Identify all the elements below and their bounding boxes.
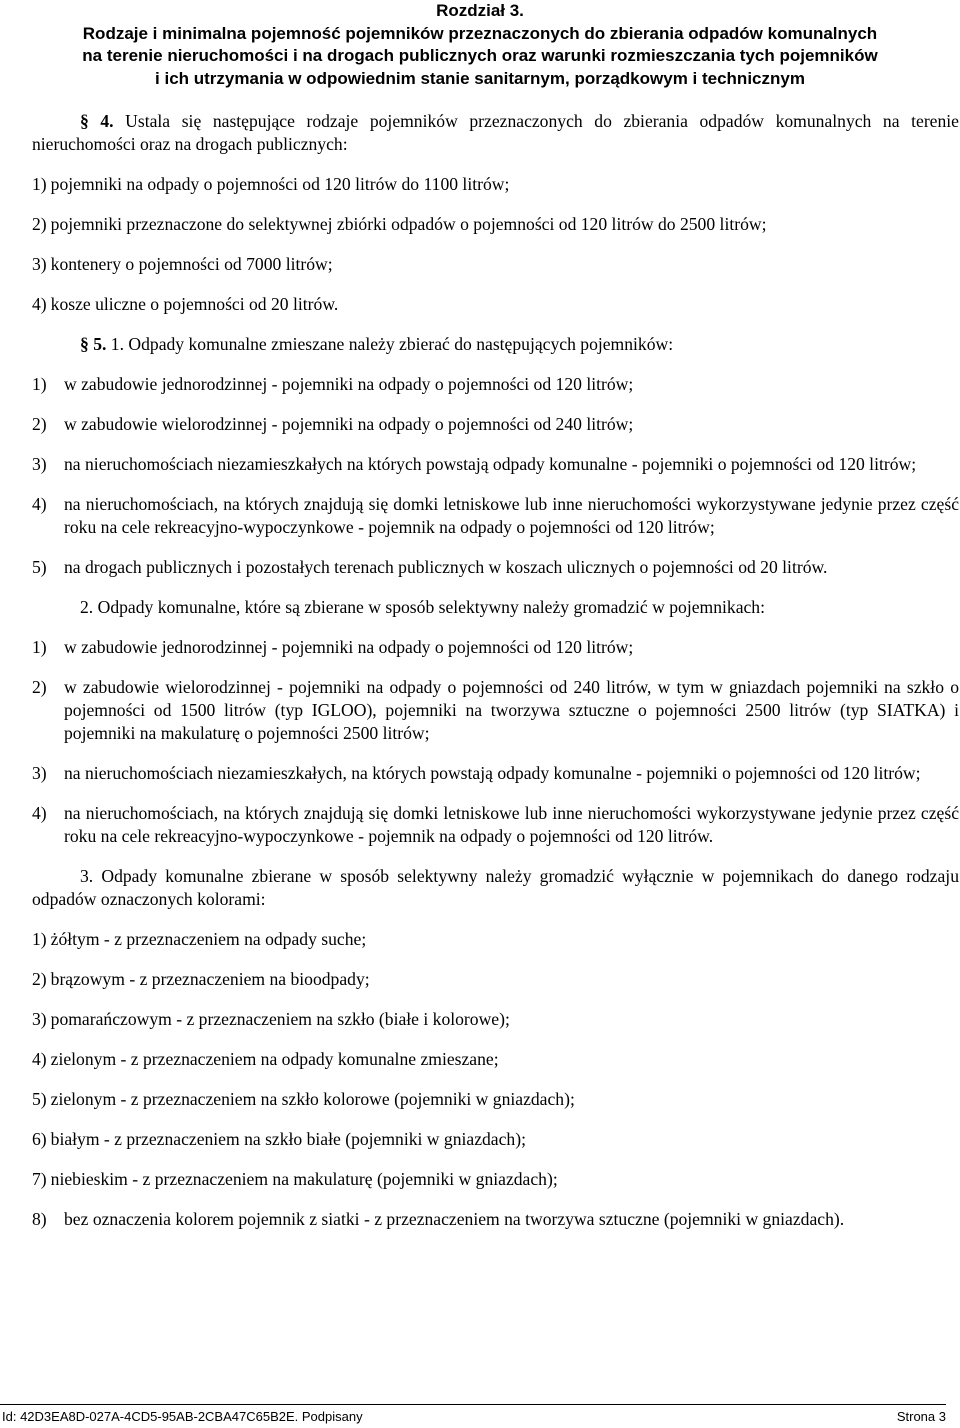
list-item: 4) kosze uliczne o pojemności od 20 litrów. (32, 294, 339, 314)
document-id: Id: 42D3EA8D-027A-4CD5-95AB-2CBA47C65B2E. Podpisany (2, 1409, 363, 1424)
chapter-title-line: Rodzaje i minimalna pojemność pojemników przeznaczonych do zbierania odpadów komunalnych (82, 23, 878, 43)
list-item: 1) żółtym - z przeznaczeniem na odpady suche; (32, 929, 367, 949)
paragraph-text: Odpady komunalne zbierane w sposób selektywny należy gromadzić wyłącznie w pojemnikach do danego rodzaju odpadów oznaczonych kolorami: (32, 866, 959, 909)
list-item: 4) na nieruchomościach, na których znajdują się domki letniskowe lub inne nieruchomości wykorzystywane jedynie przez część roku na cele rekreacyjno-wypoczynkowe - pojemnik na odpady o pojemności od 120 litrów; (32, 494, 959, 537)
list-item: 2) pojemniki przeznaczone do selektywnej zbiórki odpadów o pojemności od 120 litrów do 2500 litrów; (32, 214, 767, 234)
list-item: 1) pojemniki na odpady o pojemności od 120 litrów do 1100 litrów; (32, 174, 510, 194)
list-item: 3) na nieruchomościach niezamieszkałych na których powstają odpady komunalne - pojemniki o pojemności od 120 litrów; (32, 454, 917, 474)
paragraph-4-intro (32, 110, 959, 156)
chapter-number: Rozdział 3. (436, 1, 524, 20)
clause-2-intro (32, 596, 959, 619)
page-number: Strona 3 (896, 1409, 946, 1424)
clause-3-intro (32, 865, 959, 911)
list-item: 2) w zabudowie wielorodzinnej - pojemniki na odpady o pojemności od 240 litrów; (32, 414, 634, 434)
paragraph-text: Odpady komunalne, które są zbierane w sposób selektywny należy gromadzić w pojemnikach: (97, 597, 765, 617)
list-item: 8) bez oznaczenia kolorem pojemnik z siatki - z przeznaczeniem na tworzywa sztuczne (pojemniki w gniazdach). (32, 1209, 845, 1229)
list-item: 4) na nieruchomościach, na których znajdują się domki letniskowe lub inne nieruchomości wykorzystywane jedynie przez część roku na cele rekreacyjno-wypoczynkowe - pojemnik na odpady o pojemności od 120 litrów. (32, 803, 959, 846)
list-item: 2) brązowym - z przeznaczeniem na bioodpady; (32, 969, 370, 989)
list-item: 1) w zabudowie jednorodzinnej - pojemniki na odpady o pojemności od 120 litrów; (32, 374, 634, 394)
section-mark: § 4. (80, 111, 114, 131)
chapter-heading (0, 0, 960, 90)
list-item: 3) pomarańczowym - z przeznaczeniem na szkło (białe i kolorowe); (32, 1009, 510, 1029)
list-item: 3) kontenery o pojemności od 7000 litrów; (32, 254, 333, 274)
document-body (32, 110, 959, 1244)
section-mark: § 5. (80, 334, 107, 354)
footer-divider (0, 1404, 946, 1405)
chapter-title-line: na terenie nieruchomości i na drogach publicznych oraz warunki rozmieszczania tych pojemników (82, 46, 878, 65)
paragraph-5-intro (32, 333, 959, 356)
clause-number: 2. (80, 597, 94, 617)
list-item: 4) zielonym - z przeznaczeniem na odpady komunalne zmieszane; (32, 1049, 499, 1069)
list-item: 3) na nieruchomościach niezamieszkałych, na których powstają odpady komunalne - pojemniki o pojemności od 120 litrów; (32, 763, 921, 783)
clause-number: 3. (80, 866, 94, 886)
page-footer (0, 1408, 946, 1426)
list-item: 2) w zabudowie wielorodzinnej - pojemniki na odpady o pojemności od 240 litrów, w tym w gniazdach pojemniki na szkło o pojemności od 1500 litrów (typ IGLOO), pojemniki na tworzywa sztuczne o pojemności 2500 litrów (typ SIATKA) i pojemniki na makulaturę o pojemności 2500 litrów; (32, 677, 959, 743)
list-item: 7) niebieskim - z przeznaczeniem na makulaturę (pojemniki w gniazdach); (32, 1169, 558, 1189)
list-item: 5) zielonym - z przeznaczeniem na szkło kolorowe (pojemniki w gniazdach); (32, 1089, 575, 1109)
list-item: 5) na drogach publicznych i pozostałych terenach publicznych w koszach ulicznych o pojemności od 20 litrów. (32, 557, 828, 577)
clause-number: 1. (110, 334, 124, 354)
paragraph-text: Ustala się następujące rodzaje pojemników przeznaczonych do zbierania odpadów komunalnych na terenie nieruchomości oraz na drogach publicznych: (32, 111, 959, 154)
list-item: 6) białym - z przeznaczeniem na szkło białe (pojemniki w gniazdach); (32, 1129, 526, 1149)
paragraph-text: Odpady komunalne zmieszane należy zbierać do następujących pojemników: (128, 334, 674, 354)
list-item: 1) w zabudowie jednorodzinnej - pojemniki na odpady o pojemności od 120 litrów; (32, 637, 634, 657)
chapter-title-line: i ich utrzymania w odpowiednim stanie sanitarnym, porządkowym i technicznym (155, 68, 805, 88)
